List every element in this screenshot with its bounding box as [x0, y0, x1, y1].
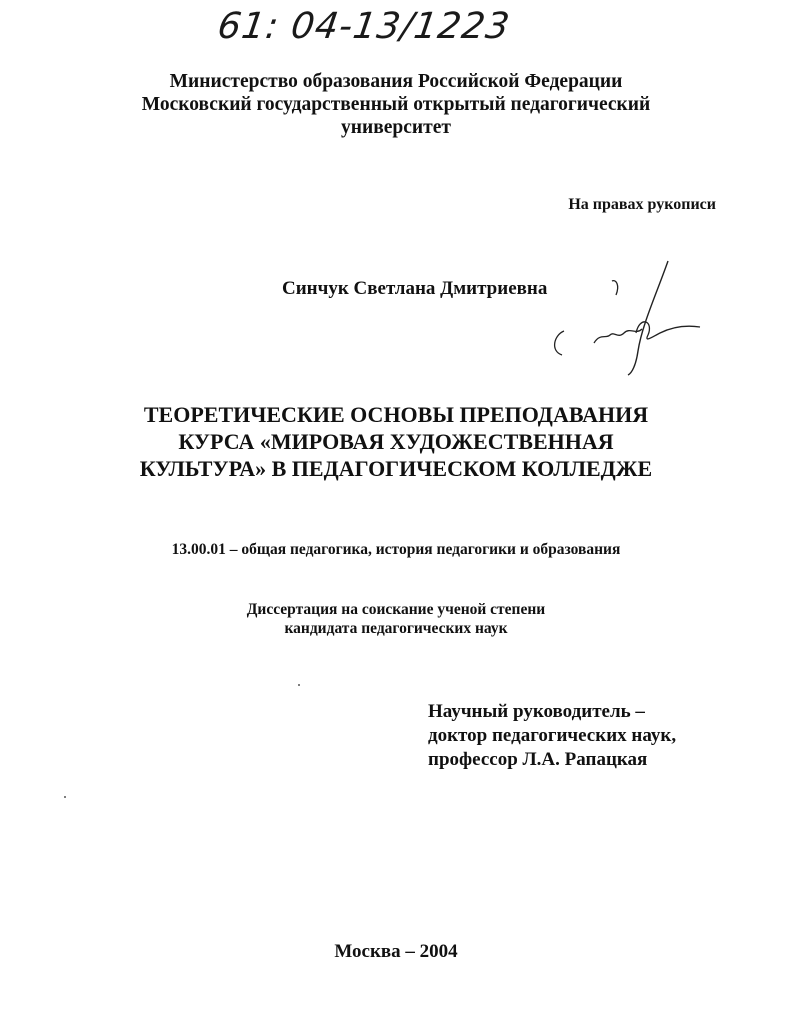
scan-speck	[64, 796, 66, 798]
university-name-line1: Московский государственный открытый педагогический	[141, 94, 651, 115]
scan-speck	[298, 684, 300, 686]
thesis-title-line1: ТЕОРЕТИЧЕСКИЕ ОСНОВЫ ПРЕПОДАВАНИЯ	[143, 402, 649, 427]
degree-statement	[0, 600, 792, 638]
author-name: Синчук Светлана Дмитриевна	[282, 278, 548, 299]
degree-line2: кандидата педагогических наук	[284, 620, 508, 637]
archive-code-handwritten: 61: 04-13/1223	[215, 6, 513, 47]
institution-block	[0, 70, 792, 139]
supervisor-line3: профессор Л.А. Рапацкая	[428, 749, 648, 770]
specialty-code: 13.00.01 – общая педагогика, история педагогики и образования	[171, 541, 621, 558]
thesis-title	[0, 401, 792, 482]
university-name-line2: университет	[341, 117, 451, 138]
supervisor-line1: Научный руководитель –	[428, 701, 645, 722]
manuscript-rights-note: На правах рукописи	[568, 196, 716, 213]
degree-line1: Диссертация на соискание ученой степени	[246, 601, 546, 618]
author-signature	[540, 255, 720, 385]
thesis-title-line3: КУЛЬТУРА» В ПЕДАГОГИЧЕСКОМ КОЛЛЕДЖЕ	[139, 456, 653, 481]
city-year: Москва – 2004	[334, 941, 458, 962]
supervisor-line2: доктор педагогических наук,	[428, 725, 677, 746]
supervisor-block	[428, 700, 676, 772]
ministry-name: Министерство образования Российской Федерации	[169, 71, 623, 92]
thesis-title-line2: КУРСА «МИРОВАЯ ХУДОЖЕСТВЕННАЯ	[178, 429, 614, 454]
